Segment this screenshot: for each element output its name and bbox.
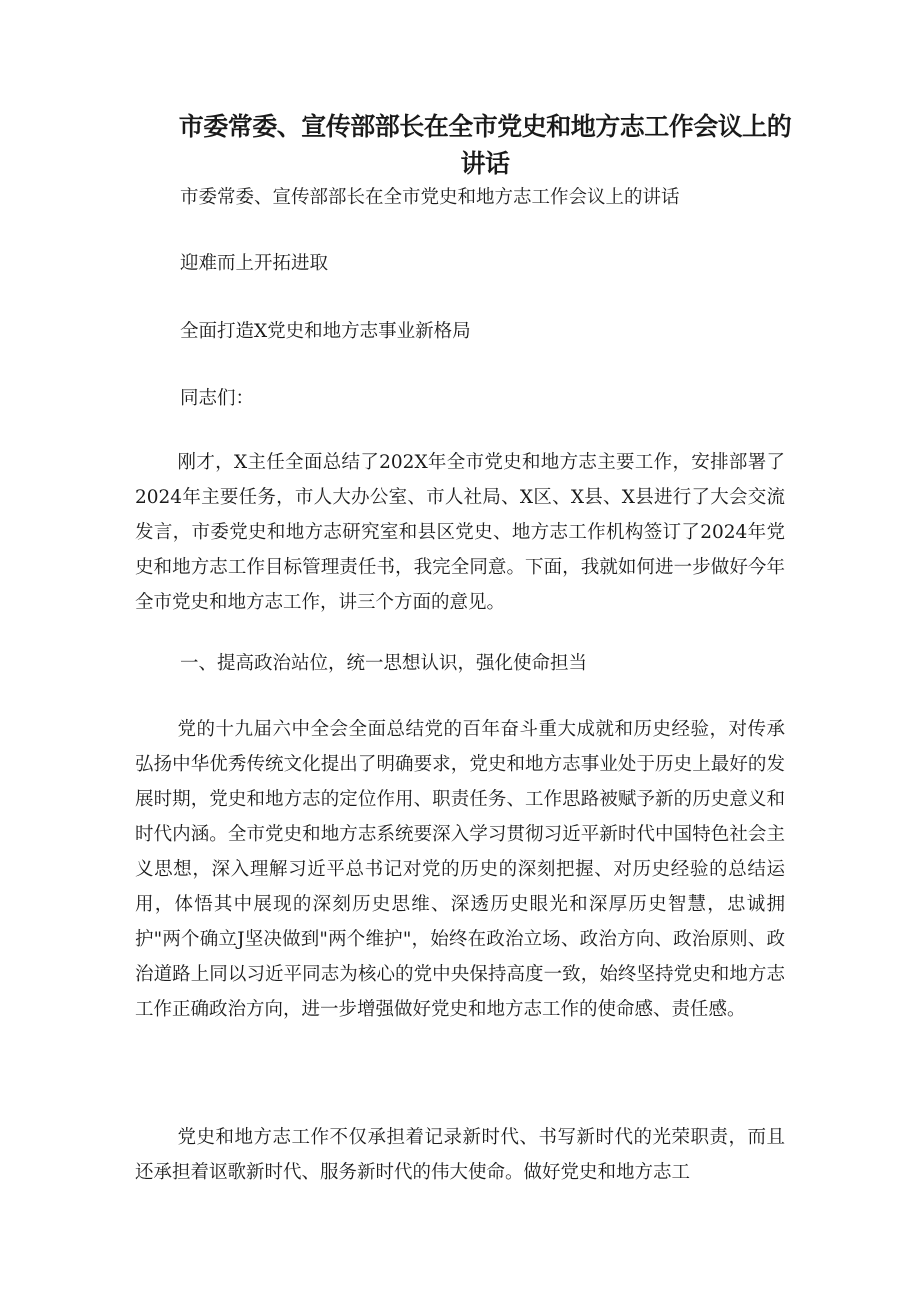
document-title: 市委常委、宣传部部长在全市党史和地方志工作会议上的讲话 <box>178 112 792 178</box>
salutation: 同志们： <box>180 388 255 409</box>
section-1-heading: 一、提高政治站位，统一思想认识，强化使命担当 <box>180 653 588 674</box>
paragraph-2: 党的十九届六中全会全面总结党的百年奋斗重大成就和历史经验，对传承弘扬中华优秀传统文化提出了明确要求，党史和地方志事业处于历史上最好的发展时期，党史和地方志的定位作用、职责任务、工作思路被赋予新的历史意义和时代内涵。全市党史和地方志系统要深入学习贯彻习近平新时代中国特色社会主义思想，深入理解习近平总书记对党的历史的深刻把握、对历史经验的总结运用，体悟其中展现的深刻历史思维、深透历史眼光和深厚历史智慧，忠诚拥护"两个确立J坚决做到"两个维护"，始终在政治立场、政治方向、政治原则、政治道路上同以习近平同志为核心的党中央保持高度一致，始终坚持党史和地方志工作正确政治方向，进一步增强做好党史和地方志工作的使命感、责任感。 <box>135 719 785 1020</box>
paragraph-1: 刚才，X主任全面总结了202X年全市党史和地方志主要工作，安排部署了2024年主要任务，市人大办公室、市人社局、X区、X县、X县进行了大会交流发言，市委党史和地方志研究室和县区党史、地方志工作机构签订了2024年党史和地方志工作目标管理责任书，我完全同意。下面，我就如何进一步做好今年全市党史和地方志工作，讲三个方面的意见。 <box>135 452 785 613</box>
paragraph-3: 党史和地方志工作不仅承担着记录新时代、书写新时代的光荣职责，而且还承担着讴歌新时代、服务新时代的伟大使命。做好党史和地方志工 <box>135 1127 785 1183</box>
heading-line-1: 迎难而上开拓进取 <box>180 253 329 274</box>
document-subtitle: 市委常委、宣传部部长在全市党史和地方志工作会议上的讲话 <box>180 187 680 208</box>
heading-line-2: 全面打造X党史和地方志事业新格局 <box>180 321 471 342</box>
